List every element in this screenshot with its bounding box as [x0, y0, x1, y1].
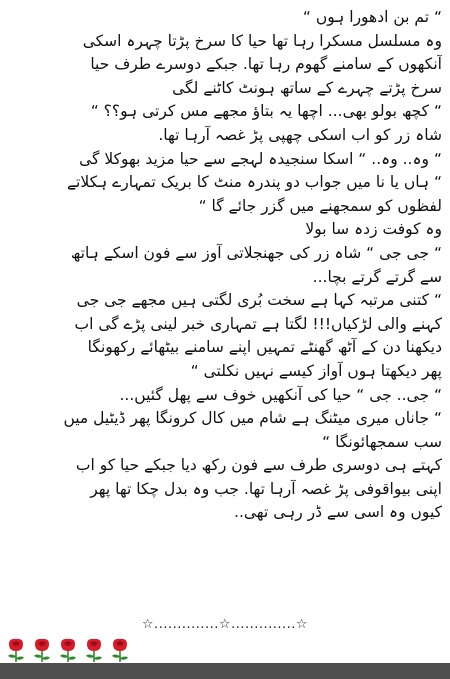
text-line: “ تم بن ادھورا ہوں “ — [302, 8, 442, 26]
story-text — [8, 6, 442, 525]
text-line: “ ہاں یا نا میں جواب دو پندرہ منٹ کا بریک تمہارے ہکلاتے — [66, 173, 442, 192]
text-line: لفظوں کو سمجھنے میں گزر جائے گا “ — [198, 196, 442, 215]
text-line: “ وہ.. وہ.. “ اسکا سنجیدہ لہجے سے حیا مزید بھوکلا گی — [79, 149, 442, 168]
text-line: “ کچھ بولو بھی... اچھا یہ بتاؤ مجھے مس کرتی ہو؟؟ “ — [90, 102, 442, 121]
text-line: وہ مسلسل مسکرا رہا تھا حیا کا سرخ پڑتا چہرہ اسکی — [82, 31, 442, 50]
rose-icon — [56, 637, 80, 663]
text-line: پھر دیکھتا ہوں آواز کیسے نہیں نکلتی “ — [190, 361, 442, 380]
text-line: اپنی بیواقوفی پڑ غصہ آرہا تھا. جب وہ بدل چکا تھا پھر — [90, 479, 442, 498]
rose-icon — [108, 637, 132, 663]
text-line: سب سمجھائونگا “ — [322, 432, 442, 451]
text-line: دیکھنا دن کے آٹھ گھنٹے تمہیں اپنے سامنے بیٹھائے رکھونگا — [87, 338, 442, 357]
text-line: “ جاناں میری میٹنگ ہے شام میں کال کرونگا پھر ڈیٹیل میں — [63, 409, 442, 428]
text-line: کیوں وہ اسی سے ڈر رہی تھی.. — [234, 503, 442, 522]
text-line: شاہ زر کو اب اسکی چھپی پڑ غصہ آرہا تھا. — [158, 125, 442, 144]
rose-icon — [30, 637, 54, 663]
text-line: “ کتنی مرتبہ کہا ہے سخت بُری لگتی ہیں مجھے جی جی — [76, 291, 442, 310]
text-line: کہنے والی لڑکیاں!!! لگتا ہے تمہاری خبر لینی پڑے گی اب — [74, 314, 442, 333]
star-divider: ☆..............☆..............☆ — [141, 617, 309, 632]
text-line: سرخ پڑتے چہرے کے ساتھ ہونٹ کاٹنے لگی — [172, 78, 442, 97]
rose-icon — [82, 637, 106, 663]
text-line: “ جی جی “ شاہ زر کی جھنجلاتی آوز سے فون اسکے ہاتھ — [70, 243, 442, 262]
text-line: “ جی.. جی “ حیا کی آنکھیں خوف سے پھل گئیں... — [119, 385, 442, 404]
rose-row — [4, 637, 132, 663]
text-line: سے گرتے گرتے بچا... — [312, 267, 442, 286]
bottom-bar — [0, 663, 450, 679]
text-line: کہتے ہی دوسری طرف سے فون رکھ دیا جبکے حیا کو اب — [75, 456, 442, 475]
text-line: وہ کوفت زدہ سا بولا — [305, 220, 442, 239]
text-line: آنکھوں کے سامنے گھوم رہا تھا. جبکے دوسرے طرف حیا — [90, 55, 442, 74]
rose-icon — [4, 637, 28, 663]
